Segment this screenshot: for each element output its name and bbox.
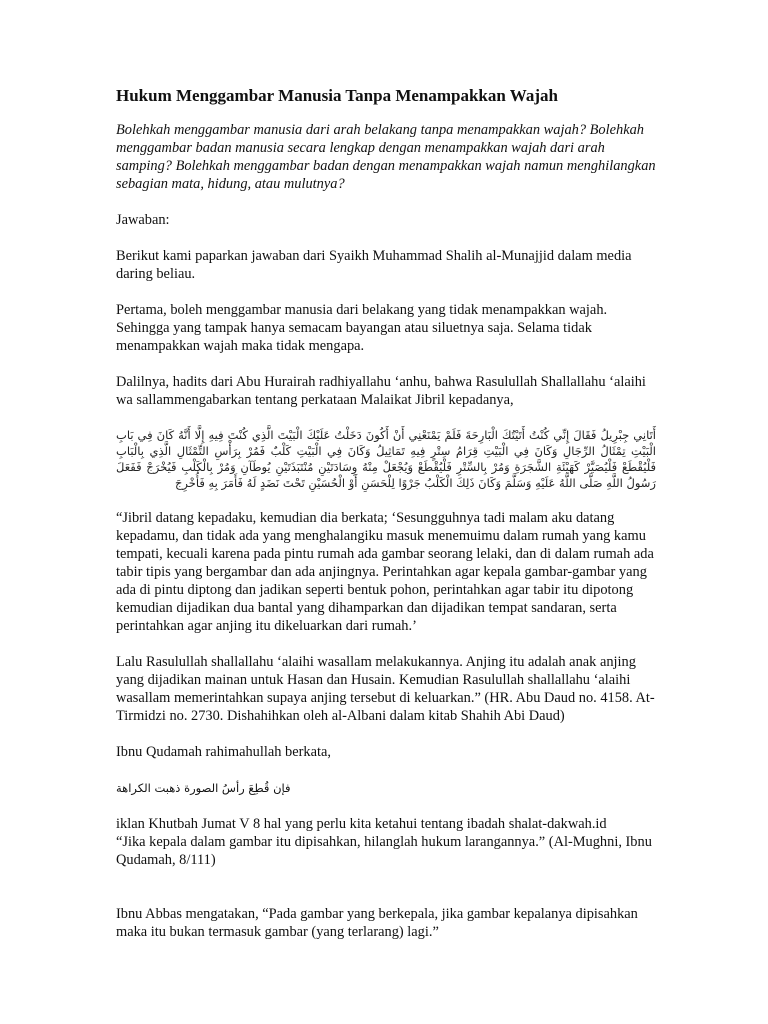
document-page	[116, 86, 656, 959]
question-paragraph: Bolehkah menggambar manusia dari arah belakang tanpa menampakkan wajah? Bolehkah menggambar badan manusia secara lengkap dengan menampakkan wajah dari arah samping? Bolehkah menggambar badan dengan menampakkan wajah namun menghilangkan sebagian mata, hidung, atau mulutnya?	[116, 122, 656, 192]
hadith-translation-paragraph: “Jibril datang kepadaku, kemudian dia berkata; ‘Sesungguhnya tadi malam aku datang kepadamu, dan tidak ada yang menghalangiku masuk menemuimu dalam rumah yang kamu tempati, kecuali karena pada pintu rumah ada gambar seorang lelaki, dan di dalam rumah ada tabir tipis yang bergambar dan ada anjingnya. Perintahkan agar kepala gambar-gambar yang ada di pintu diptong dan jadikan seperti bentuk pohon, perintahkan agar tabir itu dipotong kemudian dijadikan dua bantal yang dihamparkan dan dijadikan tempat sandaran, serta perintahkan agar anjing itu dikeluarkan dari rumah.’	[116, 510, 654, 634]
hadith-arabic-text: أَتَانِي جِبْرِيلُ فَقَالَ إِنِّي كُنْتُ أَتَيْتُكَ الْبَارِحَةَ فَلَمْ يَمْنَعْنِي أَنْ أَكُونَ دَخَلْتُ عَلَيْكَ الْبَيْتَ الَّذِي كُنْتَ فِيهِ إِلَّا أَنَّهُ كَانَ فِي بَابِ الْبَيْتِ تِمْثَالُ الرِّجَالِ وَكَانَ فِي الْبَيْتِ قِرَامُ سِتْرٍ فِيهِ تَمَاثِيلُ وَكَانَ فِي الْبَيْتِ كَلْبٌ فَمُرْ بِرَأْسِ التِّمْثَالِ الَّذِي بِالْبَابِ فَلْيُقْطَعْ فَلْيُصَيَّرْ كَهَيْئَةِ الشَّجَرَةِ وَمُرْ بِالسِّتْرِ فَلْيُقْطَعْ وَيُجْعَلْ مِنْهُ وِسَادَتَيْنِ مُنْتَبَذَتَيْنِ يُوطَآنِ وَمُرْ بِالْكَلْبِ فَيُخْرَجْ فَفَعَلَ رَسُولُ اللَّهِ صَلَّى اللَّهُ عَلَيْهِ وَسَلَّمَ وَكَانَ ذَلِكَ الْكَلْبُ جَرْوًا لِلْحَسَنِ أَوْ الْحُسَيْنِ تَحْتَ نَضَدٍ لَهُ فَأَمَرَ بِهِ فَأُخْرِجَ	[116, 428, 656, 490]
follow-up-paragraph: Lalu Rasulullah shallallahu ‘alaihi wasallam melakukannya. Anjing itu adalah anak anjing yang dijadikan mainan untuk Hasan dan Husain. Kemudian Rasulullah shallallahu ‘alaihi wasallam memerintahkan supaya anjing tersebut di keluarkan.” (HR. Abu Daud no. 4158. At-Tirmidzi no. 2730. Dishahihkan oleh al-Albani dalam kitab Shahih Abi Daud)	[116, 654, 655, 724]
answer-label: Jawaban:	[116, 212, 170, 228]
evidence-intro-paragraph: Dalilnya, hadits dari Abu Hurairah radhiyallahu ‘anhu, bahwa Rasulullah Shallallahu ‘alaihi wa sallammengabarkan tentang perkataan Malaikat Jibril kepadanya,	[116, 374, 646, 408]
ad-link[interactable]: iklan Khutbah Jumat V 8 hal yang perlu kita ketahui tentang ibadah shalat-dakwah.id	[116, 816, 607, 832]
page-title: Hukum Menggambar Manusia Tanpa Menampakkan Wajah	[116, 86, 558, 105]
intro-paragraph: Berikut kami paparkan jawaban dari Syaikh Muhammad Shalih al-Munajjid dalam media daring beliau.	[116, 248, 632, 282]
qudamah-intro: Ibnu Qudamah rahimahullah berkata,	[116, 744, 331, 760]
qudamah-arabic-text: فإن قُطِعَ رأسُ الصورة ذهبت الكراهة	[116, 781, 291, 795]
qudamah-translation-paragraph: “Jika kepala dalam gambar itu dipisahkan, hilanglah hukum larangannya.” (Al-Mughni, Ibnu Qudamah, 8/111)	[116, 834, 652, 868]
ibnu-abbas-paragraph: Ibnu Abbas mengatakan, “Pada gambar yang berkepala, jika gambar kepalanya dipisahkan maka itu bukan termasuk gambar (yang terlarang) lagi.”	[116, 906, 638, 940]
point-one-paragraph: Pertama, boleh menggambar manusia dari belakang yang tidak menampakkan wajah. Sehingga yang tampak hanya semacam bayangan atau siluetnya saja. Selama tidak menampakkan wajah maka tidak mengapa.	[116, 302, 608, 354]
